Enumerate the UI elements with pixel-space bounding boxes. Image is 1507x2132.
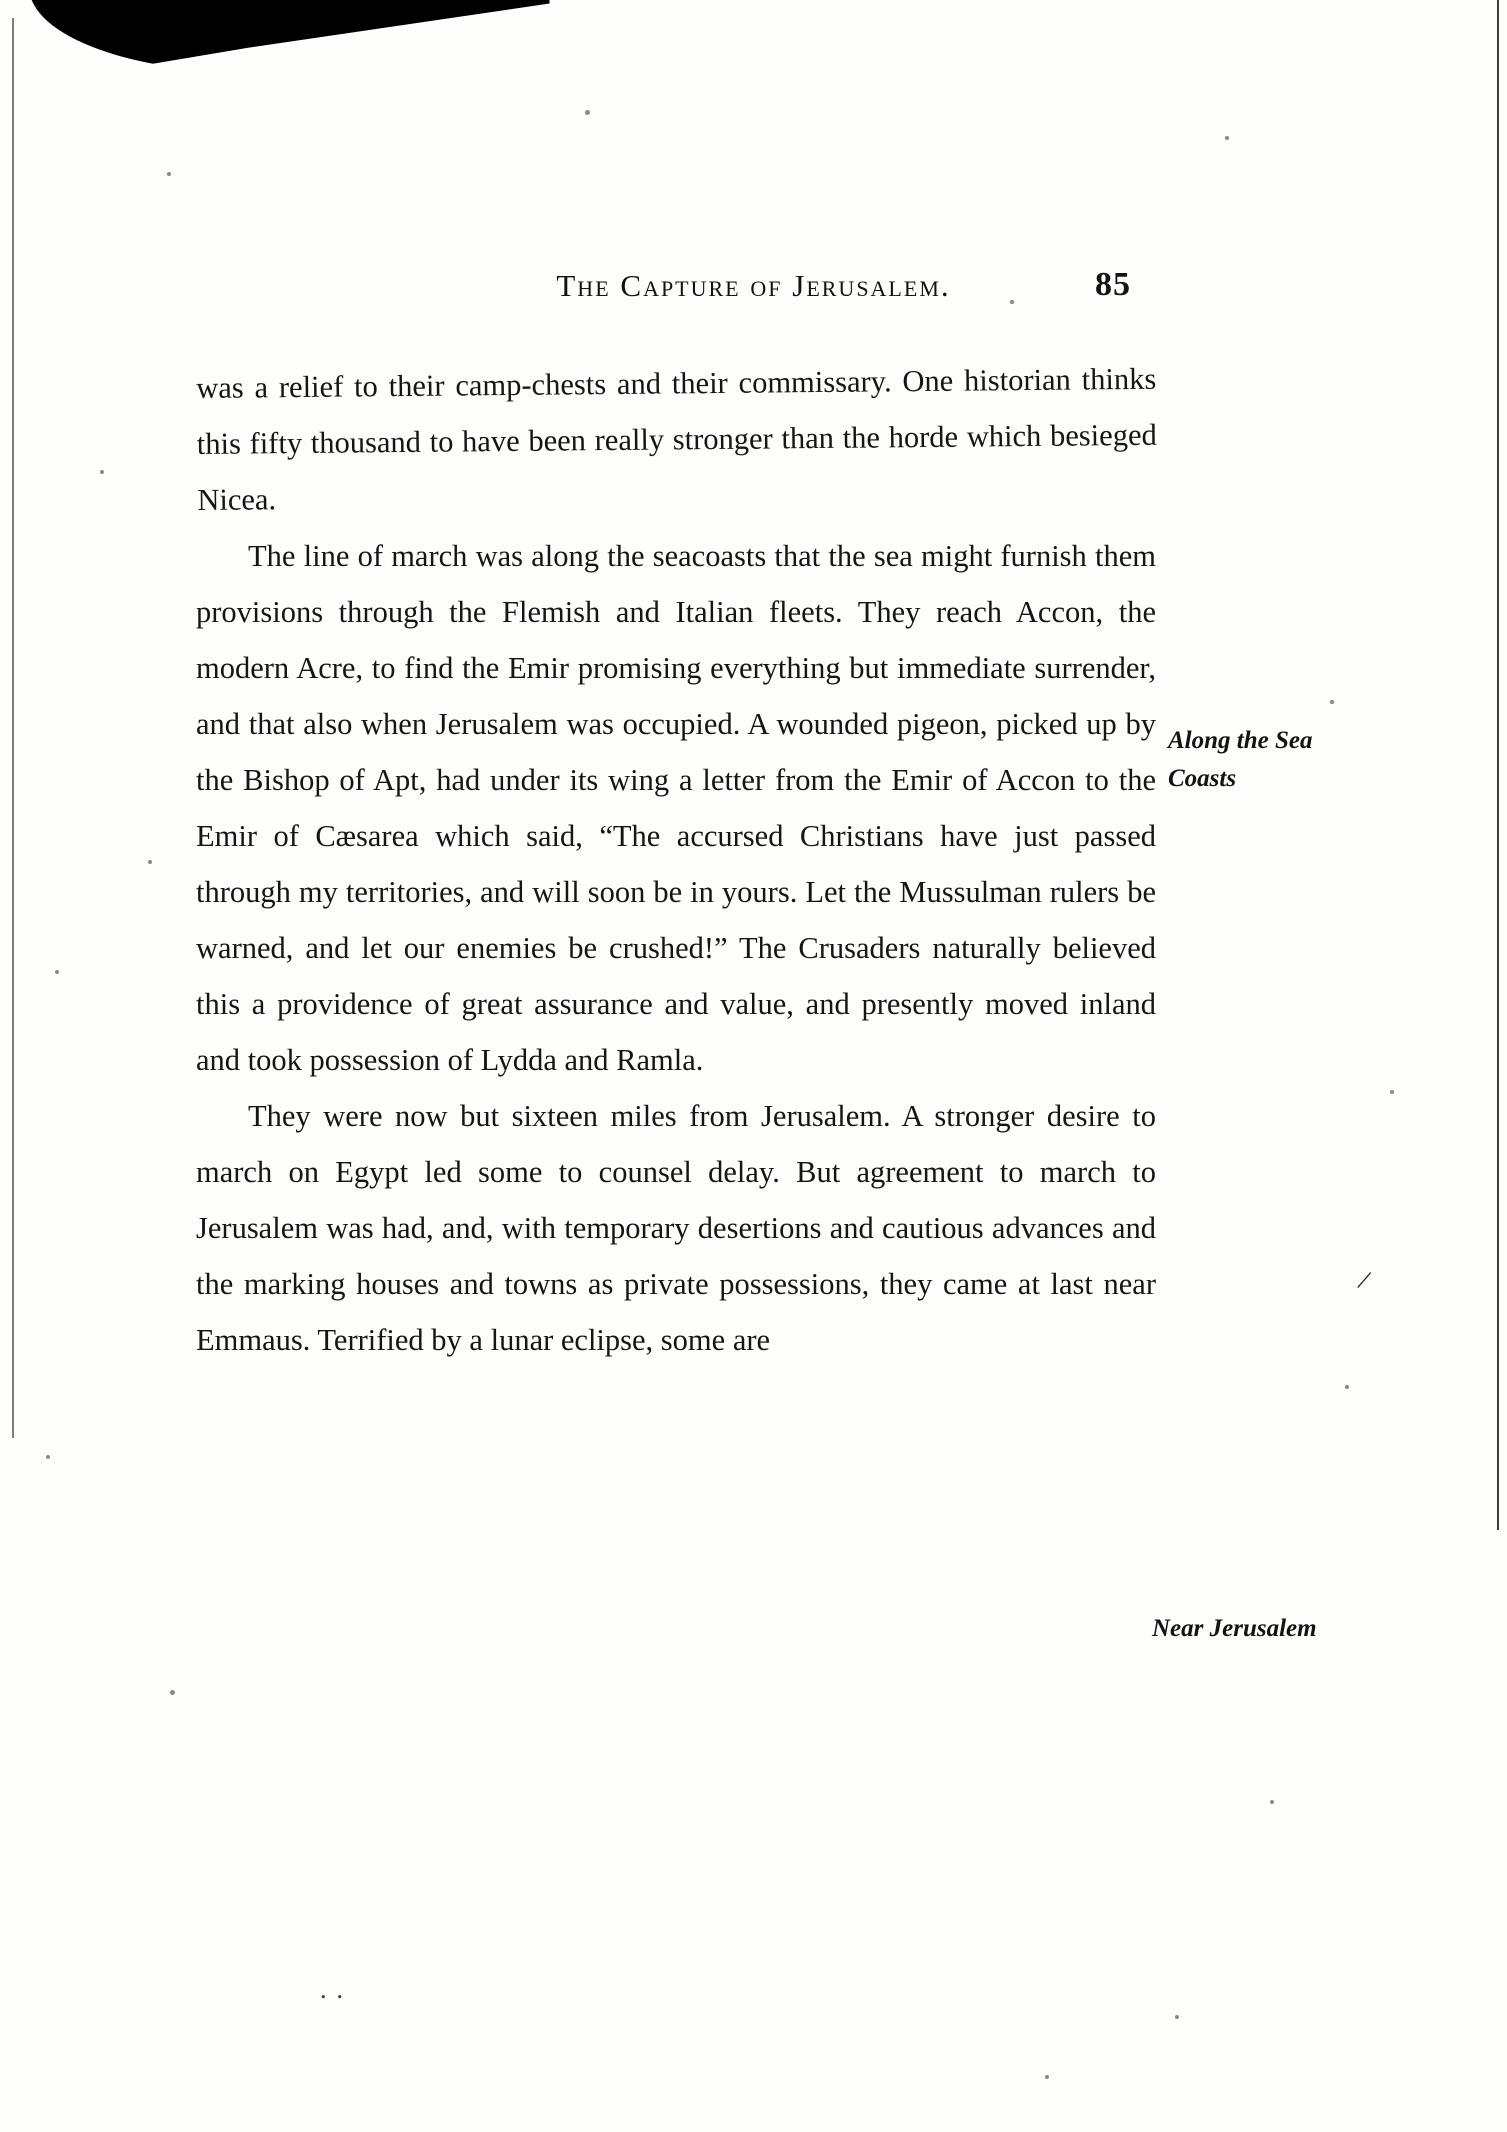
paragraph: They were now but sixteen miles from Jerusalem. A stronger desire to march on Egypt led some to counsel delay. But agreement to march to Jerusalem was had, and, with temporary desertions and cautious advances and the marking houses and towns as private possessions, they came at last near Emmaus. Terrified by a lunar eclipse, some are xyxy=(196,1099,1156,1357)
scan-speck xyxy=(585,110,590,115)
page-number: 85 xyxy=(1095,266,1131,303)
body-text-block xyxy=(196,360,1156,1368)
paragraph: The line of march was along the seacoasts that the sea might furnish them provisions through the Flemish and Italian fleets. They reach Accon, the modern Acre, to find the Emir promising everything but immediate surrender, and that also when Jerusalem was occupied. A wounded pigeon, picked up by the Bishop of Apt, had under its wing a letter from the Emir of Accon to the Emir of Cæsarea which said, “The accursed Christians have just passed through my territories, and will soon be in yours. Let the Mussulman rulers be warned, and let our enemies be crushed!” The Crusaders naturally believed this a providence of great assurance and value, and presently moved inland and took possession of Lydda and Ramla. xyxy=(196,539,1156,1077)
scan-speck xyxy=(1345,1385,1349,1389)
stray-pen-mark: / xyxy=(1354,1264,1374,1297)
running-head-title: The Capture of Jerusalem. xyxy=(556,268,951,303)
scan-speck xyxy=(1390,1090,1394,1094)
scan-speck xyxy=(167,172,171,176)
scan-speck xyxy=(100,470,104,474)
scan-edge-line-left xyxy=(12,18,14,1438)
stray-dot-mark: .. xyxy=(320,1975,353,2004)
scan-corner-smudge xyxy=(29,0,551,77)
scan-speck xyxy=(55,970,59,974)
scan-speck xyxy=(1270,1800,1274,1804)
scan-speck xyxy=(1175,2015,1179,2019)
scan-edge-line-right xyxy=(1497,0,1499,1530)
margin-sidenote: Along the Sea Coasts xyxy=(1168,727,1313,792)
scan-speck xyxy=(1330,700,1334,704)
scan-speck xyxy=(148,860,152,864)
scan-speck xyxy=(46,1455,50,1459)
scan-speck xyxy=(1045,2075,1049,2079)
scan-speck xyxy=(170,1690,175,1695)
scan-speck xyxy=(1225,136,1229,140)
margin-sidenote: Near Jerusalem xyxy=(1152,1615,1317,1642)
running-head xyxy=(0,268,1507,304)
paragraph: was a relief to their camp-chests and their commissary. One historian thinks this fifty thousand to have been really stronger than the horde which besieged Nicea. xyxy=(196,361,1157,517)
